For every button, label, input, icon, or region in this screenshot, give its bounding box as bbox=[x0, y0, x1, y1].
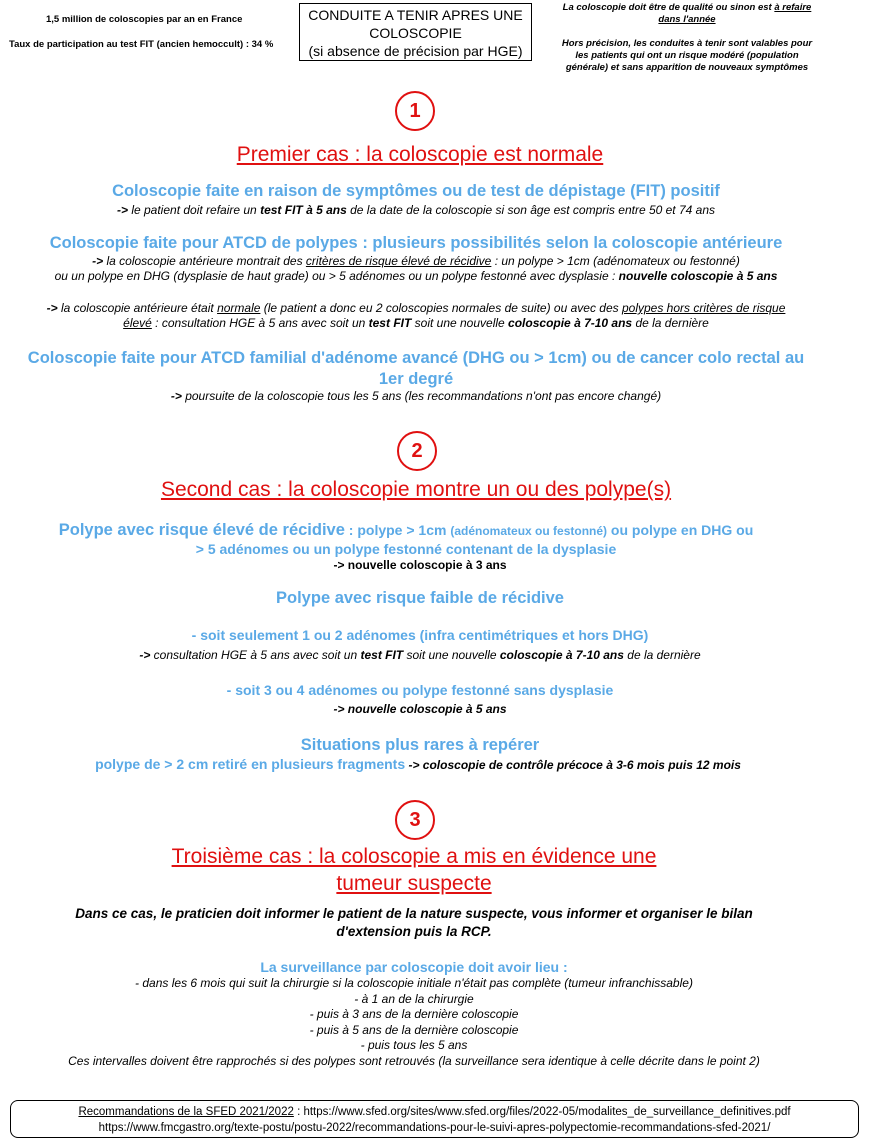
case1-s1-heading: Coloscopie faite en raison de symptômes ou de test de dépistage (FIT) positif bbox=[112, 182, 720, 200]
text: : polype > 1cm bbox=[344, 522, 451, 538]
list-item: - puis à 5 ans de la dernière coloscopie bbox=[309, 1022, 519, 1037]
arrow: -> bbox=[139, 648, 151, 662]
high-risk-heading: Polype avec risque élevé de récidive bbox=[58, 521, 345, 539]
text: consultation HGE à 5 ans avec soit un bbox=[150, 648, 361, 662]
arrow: -> bbox=[333, 702, 345, 716]
text: de la dernière bbox=[632, 316, 709, 330]
bold-text: test FIT bbox=[368, 316, 412, 330]
text-small: (adénomateux ou festonné) bbox=[450, 524, 608, 538]
rare-text: polype de > 2 cm retiré en plusieurs fragments bbox=[95, 756, 406, 772]
header-title-box bbox=[299, 3, 532, 61]
bold-text: test FIT bbox=[360, 648, 404, 662]
case2-rare-line bbox=[0, 756, 836, 772]
case1-s3-text bbox=[0, 389, 832, 404]
intro-line: d'extension puis la RCP. bbox=[336, 924, 492, 939]
intro-line: Dans ce cas, le praticien doit informer le patient de la nature suspecte, vous informer et organiser le bilan bbox=[75, 906, 753, 921]
surveillance-note: Ces intervalles doivent être rapprochés si des polypes sont retrouvés (la surveillance sera identique à celle décrite dans le point 2) bbox=[68, 1053, 760, 1068]
case2-low-a-heading: - soit seulement 1 ou 2 adénomes (infra centimétriques et hors DHG) bbox=[191, 627, 649, 643]
text: la coloscopie antérieure montrait des bbox=[103, 254, 306, 268]
list-item: - puis tous les 5 ans bbox=[360, 1038, 468, 1052]
header-moderate-risk-note bbox=[547, 38, 827, 74]
text: nouvelle coloscopie à 5 ans bbox=[344, 702, 507, 716]
header-quality-underline2: dans l'année bbox=[658, 14, 716, 25]
arrow: -> bbox=[92, 254, 104, 268]
text: : un polype > 1cm (adénomateux ou festonné) bbox=[491, 254, 740, 268]
case2-title: Second cas : la coloscopie montre un ou des polype(s) bbox=[160, 478, 672, 501]
heading-line: Coloscopie faite pour ATCD familial d'adénome avancé (DHG ou > 1cm) ou de cancer colo rectal au bbox=[27, 349, 805, 367]
underline-text: polypes hors critères de risque bbox=[621, 301, 786, 315]
case1-title: Premier cas : la coloscopie est normale bbox=[236, 143, 604, 166]
case2-high-risk bbox=[0, 521, 812, 558]
list-item: - puis à 3 ans de la dernière coloscopie bbox=[309, 1007, 519, 1021]
text: soit une nouvelle bbox=[403, 648, 500, 662]
case2-low-a-text bbox=[0, 648, 840, 663]
case3-intro bbox=[0, 905, 828, 941]
underline-text: normale bbox=[217, 301, 261, 315]
arrow: -> bbox=[405, 758, 420, 772]
footer-link-sfed[interactable]: https://www.sfed.org/sites/www.sfed.org/files/2022-05/modalites_de_surveillance_definitives.pdf bbox=[303, 1106, 791, 1118]
header-stat-fit: Taux de participation au test FIT (ancien hemoccult) : 34 % bbox=[9, 39, 274, 50]
bold-text: test FIT à 5 ans bbox=[260, 203, 347, 217]
title-line: Troisième cas : la coloscopie a mis en évidence une bbox=[171, 845, 657, 868]
case1-s2-heading: Coloscopie faite pour ATCD de polypes : plusieurs possibilités selon la coloscopie antérieure bbox=[49, 234, 783, 252]
header-title-line2: COLOSCOPIE bbox=[369, 25, 462, 41]
header-note-line2: les patients qui ont un risque modéré (population bbox=[575, 50, 799, 61]
footer-link-fmcgastro[interactable]: https://www.fmcgastro.org/texte-postu/postu-2022/recommandations-pour-le-suivi-apres-polypectomie-recommandations-sfed-2021/ bbox=[98, 1122, 771, 1134]
arrow: -> bbox=[46, 301, 58, 315]
underline-text: élevé bbox=[123, 316, 152, 330]
underline-text: critères de risque élevé de récidive bbox=[305, 254, 492, 268]
case3-title bbox=[0, 843, 828, 897]
case1-s2-text bbox=[0, 254, 832, 284]
heading-line: 1er degré bbox=[378, 370, 454, 388]
text: ou polype en DHG ou bbox=[607, 522, 754, 538]
arrow: -> bbox=[170, 389, 182, 403]
list-item: - dans les 6 mois qui suit la chirurgie si la coloscopie initiale n'était pas complète (tumeur infranchissable) bbox=[135, 976, 693, 990]
case2-low-b-text bbox=[0, 702, 840, 717]
case1-number-circle: 1 bbox=[395, 91, 435, 131]
header-title-line3: (si absence de précision par HGE) bbox=[308, 43, 523, 59]
text: soit une nouvelle bbox=[411, 316, 509, 330]
case3-surveillance-list bbox=[0, 976, 828, 1069]
bold-text: nouvelle coloscopie à 5 ans bbox=[618, 269, 778, 283]
text: poursuite de la coloscopie tous les 5 ans (les recommandations n'ont pas encore changé) bbox=[181, 389, 662, 403]
case1-s3-heading bbox=[0, 348, 832, 390]
header-stat-coloscopies: 1,5 million de coloscopies par an en France bbox=[46, 14, 243, 25]
text: ou un polype en DHG (dysplasie de haut grade) ou > 5 adénomes ou un polype festonné avec dysplasie : bbox=[54, 269, 619, 283]
header-note-line1: Hors précision, les conduites à tenir sont valables pour bbox=[561, 38, 813, 49]
rare-result: coloscopie de contrôle précoce à 3-6 mois puis 12 mois bbox=[419, 758, 741, 772]
text: le patient doit refaire un bbox=[127, 203, 261, 217]
header-title-line1: CONDUITE A TENIR APRES UNE bbox=[308, 7, 523, 23]
list-item: - à 1 an de la chirurgie bbox=[354, 991, 474, 1006]
case3-surveillance-heading: La surveillance par coloscopie doit avoir lieu : bbox=[260, 959, 568, 975]
text: de la date de la coloscopie si son âge est compris entre 50 et 74 ans bbox=[346, 203, 716, 217]
bold-text: coloscopie à 7-10 ans bbox=[508, 316, 633, 330]
case2-low-b-heading: - soit 3 ou 4 adénomes ou polype festonné sans dysplasie bbox=[226, 682, 614, 698]
case3-number-circle: 3 bbox=[395, 800, 435, 840]
header-note-line3: générale) et sans apparition de nouveaux symptômes bbox=[565, 62, 809, 73]
header-quality-note bbox=[547, 2, 827, 26]
text: : bbox=[293, 1106, 304, 1118]
header-quality-underline1: à refaire bbox=[774, 2, 812, 13]
high-risk-line2: > 5 adénomes ou un polype festonné contenant de la dysplasie bbox=[195, 541, 617, 557]
case2-rare-heading: Situations plus rares à repérer bbox=[300, 736, 540, 754]
bold-text: coloscopie à 7-10 ans bbox=[499, 648, 624, 662]
case2-high-risk-result: -> nouvelle coloscopie à 3 ans bbox=[333, 558, 507, 572]
case2-number-circle: 2 bbox=[397, 431, 437, 471]
title-line: tumeur suspecte bbox=[336, 872, 492, 895]
footer-references bbox=[10, 1100, 859, 1138]
arrow: -> bbox=[116, 203, 128, 217]
text: : consultation HGE à 5 ans avec soit un bbox=[151, 316, 369, 330]
case1-s2-p2 bbox=[0, 301, 832, 331]
case2-low-risk-heading: Polype avec risque faible de récidive bbox=[276, 589, 564, 607]
text: (le patient a donc eu 2 coloscopies normales de suite) ou avec des bbox=[260, 301, 622, 315]
header-quality-text: La coloscopie doit être de qualité ou sinon est bbox=[562, 2, 775, 13]
footer-ref-label: Recommandations de la SFED 2021/2022 bbox=[78, 1106, 294, 1118]
text: la coloscopie antérieure était bbox=[57, 301, 218, 315]
case1-s1-text bbox=[0, 203, 832, 218]
text: de la dernière bbox=[623, 648, 701, 662]
